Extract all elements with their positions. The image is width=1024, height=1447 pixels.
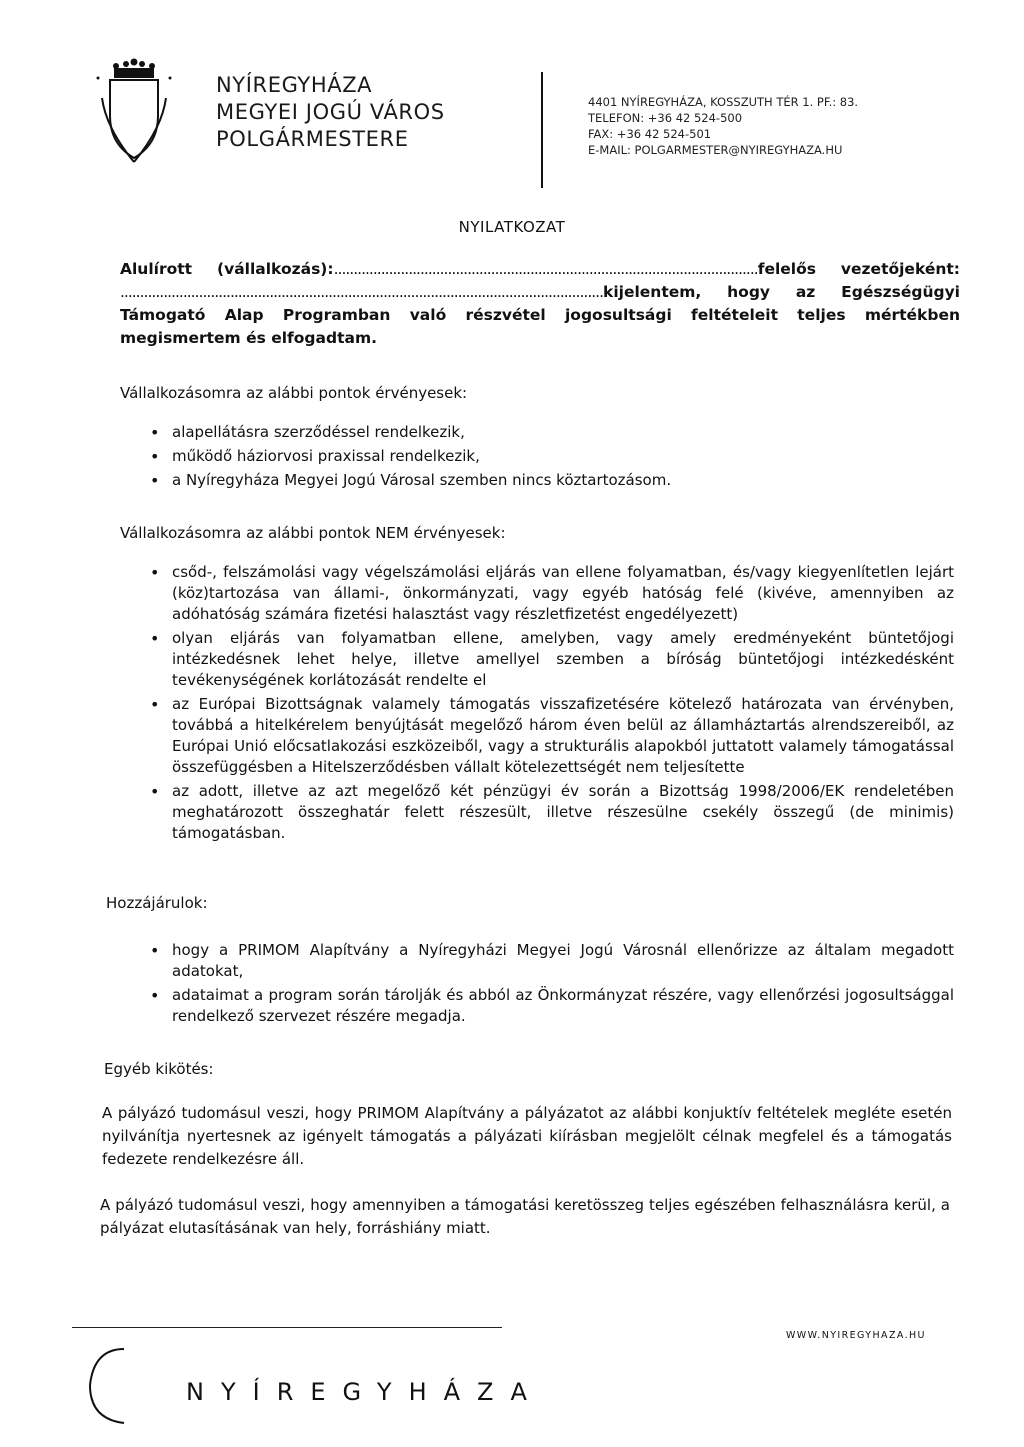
list-item: • hogy a PRIMOM Alapítvány a Nyíregyházi Megyei Jogú Városnál ellenőrizze az általam megadott adatokat, bbox=[146, 940, 954, 982]
other-conditions-heading: Egyéb kikötés: bbox=[104, 1060, 214, 1078]
issuer-name-line-2: MEGYEI JOGÚ VÁROS bbox=[216, 100, 445, 124]
other-conditions-paragraph-1: A pályázó tudomásul veszi, hogy PRIMOM Alapítvány a pályázatot az alábbi konjuktív feltételek megléte esetén nyilvánítja nyertesnek az igényelt támogatás a pályázati kiírásban megjelölt célnak megfelel és a támogatás fedezete rendelkezésre áll. bbox=[102, 1104, 952, 1168]
declaration-prefix: Alulírott (vállalkozás): bbox=[120, 260, 334, 278]
contact-address: 4401 NYÍREGYHÁZA, KOSSZUTH TÉR 1. PF.: 83. bbox=[588, 95, 859, 109]
list-item: • működő háziorvosi praxissal rendelkezik, bbox=[146, 446, 906, 467]
declaration-paragraph bbox=[120, 258, 960, 350]
header-divider bbox=[541, 72, 543, 188]
footer-website: WWW.NYIREGYHAZA.HU bbox=[786, 1330, 926, 1341]
consent-heading: Hozzájárulok: bbox=[106, 894, 208, 912]
issuer-name-line-1: NYÍREGYHÁZA bbox=[216, 73, 373, 97]
valid-points-list bbox=[146, 422, 906, 494]
declaration-role: felelős vezetőjeként: bbox=[757, 260, 960, 278]
not-valid-points-list bbox=[146, 562, 954, 847]
coat-of-arms-icon bbox=[88, 58, 180, 166]
document-title: NYILATKOZAT bbox=[458, 218, 566, 236]
declaration-dots-2: ........................................................................................................................... bbox=[120, 283, 604, 301]
issuer-name-line-3: POLGÁRMESTERE bbox=[216, 127, 409, 151]
footer-logo-icon bbox=[84, 1345, 128, 1425]
declaration-statement: kijelentem, hogy az Egészségügyi bbox=[603, 283, 960, 301]
declaration-dots-1: ............................................................................................................ bbox=[333, 260, 758, 278]
contact-phone: TELEFON: +36 42 524-500 bbox=[588, 111, 743, 125]
consent-list bbox=[146, 940, 954, 1030]
contact-fax: FAX: +36 42 524-501 bbox=[588, 127, 712, 141]
list-item: • az adott, illetve az azt megelőző két pénzügyi év során a Bizottság 1998/2006/EK rendeletében meghatározott összeghatár felett részesült, illetve részesülne csekély összegű (de minimis) támogatásban. bbox=[146, 781, 954, 844]
not-valid-points-heading: Vállalkozásomra az alábbi pontok NEM érvényesek: bbox=[120, 524, 506, 542]
other-conditions-paragraph-2: A pályázó tudomásul veszi, hogy amennyiben a támogatási keretösszeg teljes egészében felhasználásra kerül, a pályázat elutasításának van hely, forráshiány miatt. bbox=[100, 1196, 950, 1237]
list-item: • alapellátásra szerződéssel rendelkezik, bbox=[146, 422, 906, 443]
valid-points-heading: Vállalkozásomra az alábbi pontok érvényesek: bbox=[120, 384, 468, 402]
footer-wordmark: NYÍREGYHÁZA bbox=[186, 1378, 544, 1406]
declaration-statement-rest: Támogató Alap Programban való részvétel jogosultsági feltételeit teljes mértékben megismertem és elfogadtam. bbox=[120, 306, 960, 347]
contact-block bbox=[588, 94, 858, 158]
list-item: • az Európai Bizottságnak valamely támogatás visszafizetésére kötelező határozata van érvényben, továbbá a hitelkérelem benyújtását megelőző három éven belül az államháztartás alrendszereiből, az Európai Unió előcsatlakozási eszközeiből, vagy a strukturális alapokból juttatott valamely támogatással összefüggésben a Hitelszerződésben vállalt kötelezettségét nem teljesítette bbox=[146, 694, 954, 778]
list-item: • olyan eljárás van folyamatban ellene, amelyben, vagy amely eredményeként büntetőjogi intézkedésnek lehet helye, illetve amellyel szemben a bíróság büntetőjogi intézkedésként tevékenységének korlátozását rendelte el bbox=[146, 628, 954, 691]
list-item: • a Nyíregyháza Megyei Jogú Városal szemben nincs köztartozásom. bbox=[146, 470, 906, 491]
footer-rule bbox=[72, 1327, 502, 1328]
list-item: • csőd-, felszámolási vagy végelszámolási eljárás van ellene folyamatban, és/vagy kiegyenlítetlen lejárt (köz)tartozása van állami-, önkormányzati, vagy egyéb hatóság felé (kivéve, amennyiben az adóhatóság számára fizetési halasztást vagy részletfizetést engedélyezett) bbox=[146, 562, 954, 625]
issuer-name bbox=[216, 72, 445, 153]
list-item: • adataimat a program során tárolják és abból az Önkormányzat részére, vagy ellenőrzési jogosultsággal rendelkező szervezet részére megadja. bbox=[146, 985, 954, 1027]
contact-email: E-MAIL: POLGARMESTER@NYIREGYHAZA.HU bbox=[588, 143, 843, 157]
